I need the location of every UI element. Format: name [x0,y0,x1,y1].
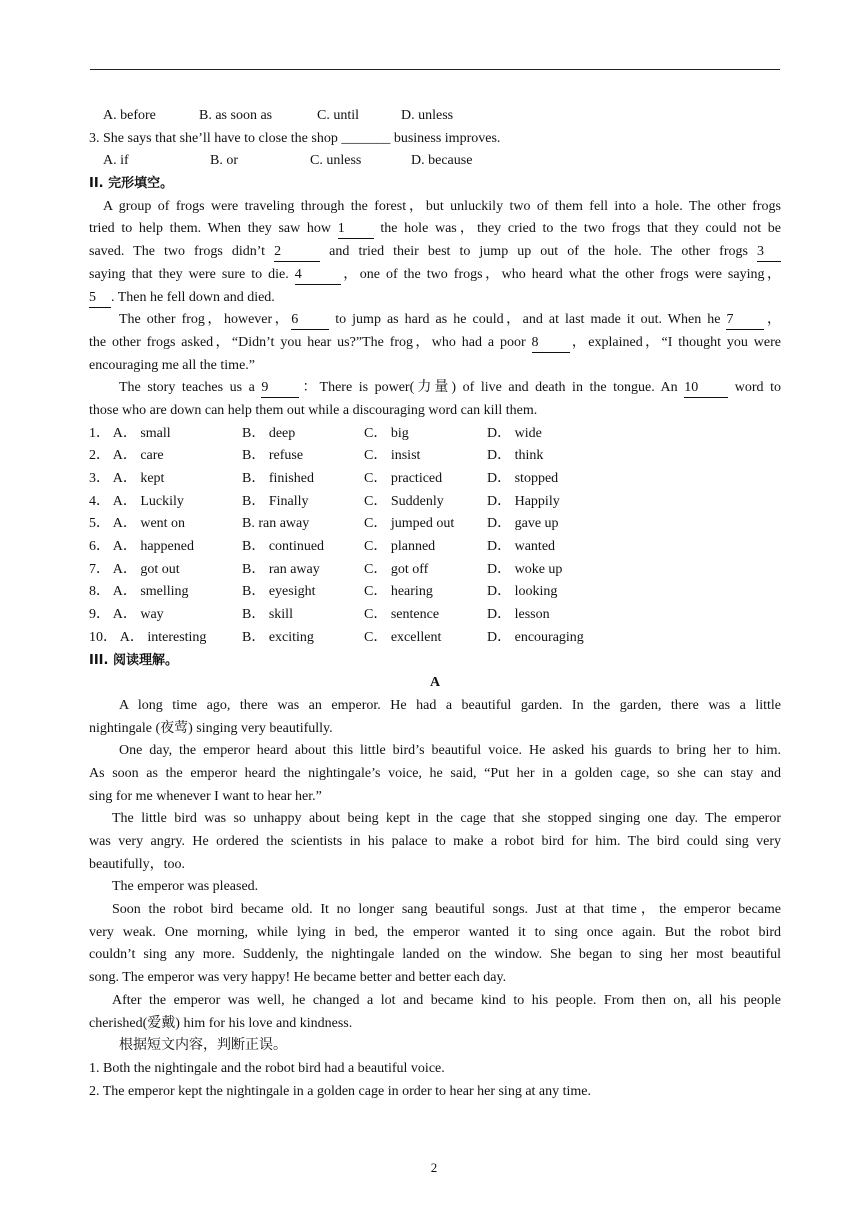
option: B. or [210,153,238,169]
choice-option: B． deep [242,425,296,441]
cloze-line [89,218,781,241]
section-heading: III. 阅读理解。 [89,652,178,668]
passage-line: nightingale (夜莺) singing very beautifully. [89,720,333,736]
passage-line: cherished(爱戴) him for his love and kindness. [89,1015,353,1031]
choice-option: C． hearing [364,584,433,600]
cloze-line [89,332,781,355]
cloze-text: The story teaches us a [119,380,262,396]
choice-row [89,513,781,536]
blank-9: 9 [261,379,299,398]
passage-line: beautifully，too. [89,856,186,872]
choice-option: 10． A． interesting [89,629,207,645]
blank-3: 3 [757,243,781,262]
choice-option: B. ran away [242,516,310,532]
cloze-text: ，one of the two frogs，who heard what the other frogs were saying， [340,266,781,282]
cloze-text: . Then he fell down and died. [111,289,275,305]
cloze-line [89,377,781,400]
cloze-line: those who are down can help them out while a discouraging word can kill them. [89,402,538,418]
option: C. unless [310,153,362,169]
option: A. before [103,108,156,123]
choice-option: C． sentence [364,607,440,623]
choice-option: D． encouraging [487,629,584,645]
choice-option: C． Suddenly [364,493,444,509]
choice-option: B． exciting [242,629,314,645]
header-rule [90,69,780,70]
passage-line: song. The emperor was very happy! He became better and better each day. [89,970,507,986]
blank-5: 5 [89,289,111,308]
choice-row [89,604,781,627]
cloze-text: and tried their best to jump up out of the hole. The other frogs [320,244,757,260]
passage-line: Soon the robot bird became old. It no longer sang beautiful songs. Just at that time，the emperor became [112,902,781,918]
choice-option: D． stopped [487,471,559,486]
choice-option: B． refuse [242,448,304,464]
passage-line: very weak. One morning, while lying in bed, the emperor wanted it to sing once again. But the robot bird [89,924,781,940]
choice-option: D． think [487,448,544,464]
cloze-text: saved. The two frogs didn’t [89,244,275,260]
passage-title: A [429,675,441,691]
page-number: 2 [430,1160,438,1175]
choice-row [89,491,781,514]
cloze-text: the hole was，they cried to the two frogs that they could not be [373,221,781,237]
q2-options [89,105,781,128]
cloze-text: word to [728,380,781,396]
passage-line: The emperor was pleased. [112,879,259,895]
q3-options [89,150,781,173]
choice-option: B． ran away [242,561,320,577]
tf-question: 2. The emperor kept the nightingale in a golden cage in order to hear her sing at any time. [89,1083,592,1099]
choice-option: D． lesson [487,607,550,623]
passage-line: couldn’t sing any more. Suddenly, the nightingale landed on the window. She began to sing her most beautiful [89,947,781,963]
choice-option: 4． A． Luckily [89,493,184,509]
choice-option: D． looking [487,584,558,600]
passage-line: As soon as the emperor heard the nightingale’s voice, he said, “Put her in a golden cage, so she can stay and [89,765,781,781]
answer-blank: _______ [341,130,391,146]
passage-line: sing for me whenever I want to hear her.” [89,788,322,804]
cloze-line: A group of frogs were traveling through the forest，but unluckily two of them fell into a hole. The other frogs [103,198,781,214]
cloze-text: ，explained，“I thought you were [569,334,781,350]
cloze-text: to jump as hard as he could，and at last made it out. When he [329,312,727,328]
choice-option: C． excellent [364,629,442,645]
blank-8: 8 [532,334,570,353]
q3-stem [89,128,781,151]
cloze-line: encouraging me all the time.” [89,357,255,373]
blank-2: 2 [274,243,320,262]
choice-option: 1． A． small [89,425,171,441]
cloze-choices [89,423,781,650]
choice-option: C． insist [364,448,421,464]
blank-10: 10 [684,379,728,398]
blank-7: 7 [726,311,764,330]
choice-option: C． practiced [364,471,443,486]
option: D. because [411,153,473,169]
choice-option: B． skill [242,607,293,623]
choice-option: C． got off [364,561,429,577]
passage-line: A long time ago, there was an emperor. He had a beautiful garden. In the garden, there was a little [119,697,781,713]
passage-line: The little bird was so unhappy about being kept in the cage that she stopped singing one day. The emperor [112,811,781,827]
choice-option: C． jumped out [364,516,455,532]
choice-option: C． big [364,425,409,441]
blank-6: 6 [291,311,329,330]
option: D. unless [401,108,454,123]
stem-text: business improves. [390,130,501,146]
choice-row [89,423,781,446]
choice-option: 2． A． care [89,448,164,464]
instruction: 根据短文内容，判断正误。 [119,1038,287,1054]
choice-option: B． eyesight [242,584,316,600]
choice-option: 9． A． way [89,607,164,623]
cloze-text: saying that they were sure to die. [89,266,295,282]
choice-option: 3． A． kept [89,471,165,486]
cloze-line [89,287,781,310]
tf-question: 1. Both the nightingale and the robot bird had a beautiful voice. [89,1060,445,1076]
choice-option: 8． A． smelling [89,584,189,600]
cloze-line [89,241,781,264]
passage-line: One day, the emperor heard about this little bird’s beautiful voice. He asked his guards to bring her to him. [119,743,781,759]
choice-option: D． woke up [487,561,563,577]
cloze-text: The other frog，however， [119,312,292,328]
choice-option: B． finished [242,471,314,486]
choice-option: 7． A． got out [89,561,180,577]
blank-4: 4 [295,266,341,285]
passage-line: After the emperor was well, he changed a lot and became kind to his people. From then on, all his people [112,992,781,1008]
choice-option: 5． A． went on [89,516,186,532]
blank-1: 1 [338,220,374,239]
choice-row [89,581,781,604]
choice-row [89,468,781,491]
cloze-line [89,309,781,332]
document-body [89,105,781,1103]
stem-text: 3. She says that she’ll have to close the shop [89,130,342,146]
option: B. as soon as [199,108,273,123]
cloze-line [89,264,781,287]
passage-line: was very angry. He ordered the scientists in his palace to make a robot bird for him. The bird could sing very [89,834,781,849]
choice-option: D． gave up [487,516,559,532]
choice-option: 6． A． happened [89,539,194,555]
cloze-text: tried to help them. When they saw how [89,221,338,237]
section-heading: II. 完形填空。 [89,176,174,192]
choice-option: D． wide [487,425,542,441]
cloze-text: ， [764,312,782,328]
choice-option: B． Finally [242,493,309,509]
option: A. if [103,153,129,169]
choice-row [89,445,781,468]
choice-option: C． planned [364,539,436,555]
choice-row [89,627,781,650]
choice-option: D． wanted [487,539,556,555]
choice-option: B． continued [242,539,325,555]
choice-row [89,536,781,559]
cloze-text: the other frogs asked，“Didn’t you hear us?”The frog，who had a poor [89,334,532,350]
choice-row [89,559,781,582]
option: C. until [317,108,360,123]
choice-option: D． Happily [487,493,560,509]
cloze-text: ：There is power(力量) of live and death in the tongue. An [299,380,685,396]
